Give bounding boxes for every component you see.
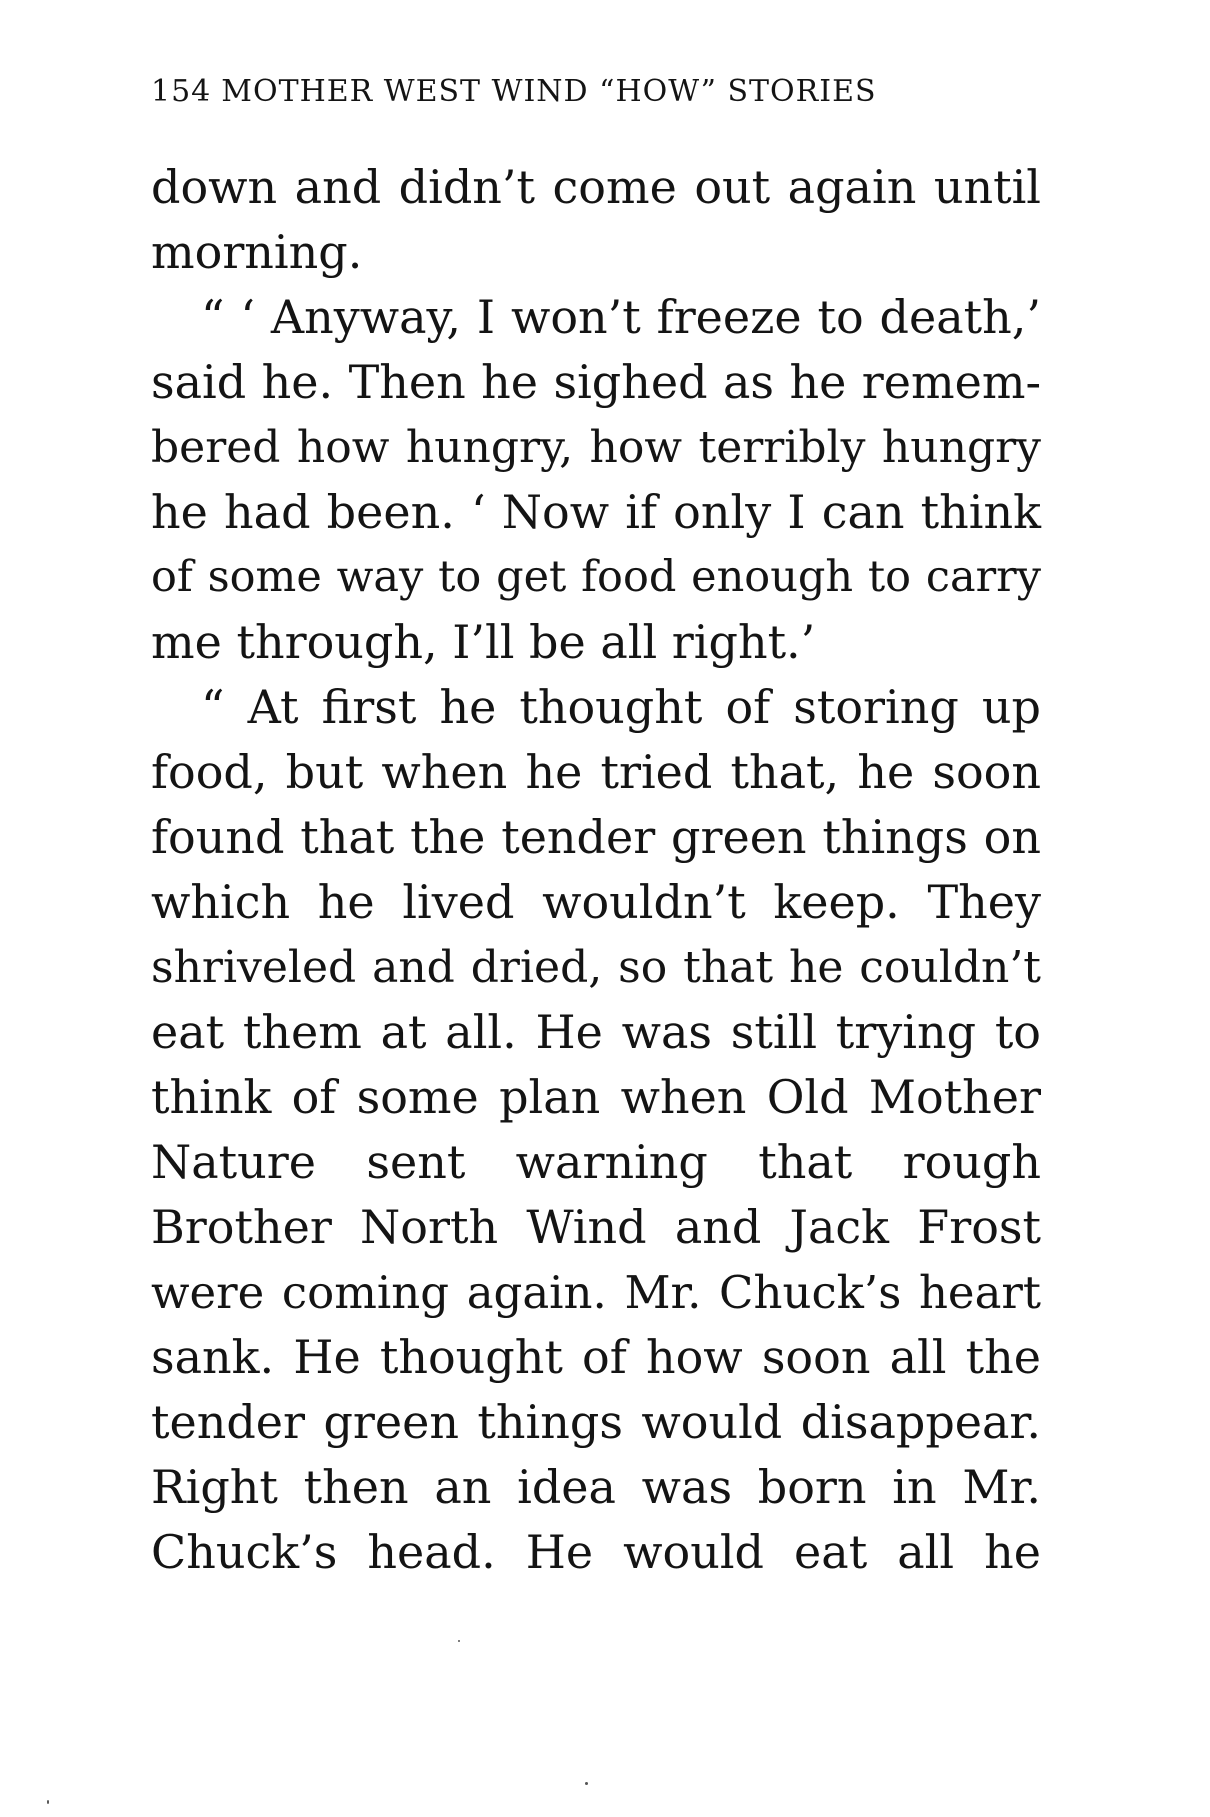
text-line: “ ‘ Anyway, I won’t freeze to death,’	[201, 290, 1041, 344]
text-line: which he lived wouldn’t keep. They	[151, 875, 1041, 929]
text-line: down and didn’t come out again until	[151, 160, 1041, 214]
running-title: MOTHER WEST WIND “HOW” STORIES	[221, 74, 877, 109]
text-line: morning.	[151, 225, 363, 279]
print-speck	[458, 1640, 460, 1642]
text-line: said he. Then he sighed as he remem-	[151, 355, 1041, 409]
page-number: 154	[151, 74, 212, 109]
print-speck	[585, 1782, 588, 1785]
text-line: bered how hungry, how terribly hungry	[151, 422, 1041, 473]
print-speck	[47, 1800, 49, 1804]
text-line: he had been. ‘ Now if only I can think	[151, 485, 1041, 539]
text-line: found that the tender green things on	[151, 810, 1041, 864]
text-line: think of some plan when Old Mother	[151, 1070, 1041, 1124]
text-line: tender green things would disappear.	[151, 1395, 1041, 1449]
text-line: of some way to get food enough to carry	[151, 552, 1041, 602]
running-head	[151, 72, 1041, 112]
text-line: shriveled and dried, so that he couldn’t	[151, 942, 1041, 993]
text-line: were coming again. Mr. Chuck’s heart	[151, 1266, 1041, 1319]
text-line: me through, I’ll be all right.’	[151, 615, 816, 669]
text-line: “ At first he thought of storing up	[201, 680, 1041, 734]
text-line: Right then an idea was born in Mr.	[151, 1460, 1041, 1514]
text-line: Nature sent warning that rough	[151, 1135, 1041, 1189]
body-text	[151, 155, 1041, 1585]
text-line: Brother North Wind and Jack Frost	[151, 1200, 1041, 1254]
text-line: sank. He thought of how soon all the	[151, 1330, 1041, 1384]
text-line: food, but when he tried that, he soon	[151, 745, 1041, 799]
text-line: eat them at all. He was still trying to	[151, 1005, 1041, 1059]
text-line: Chuck’s head. He would eat all he	[151, 1525, 1041, 1579]
